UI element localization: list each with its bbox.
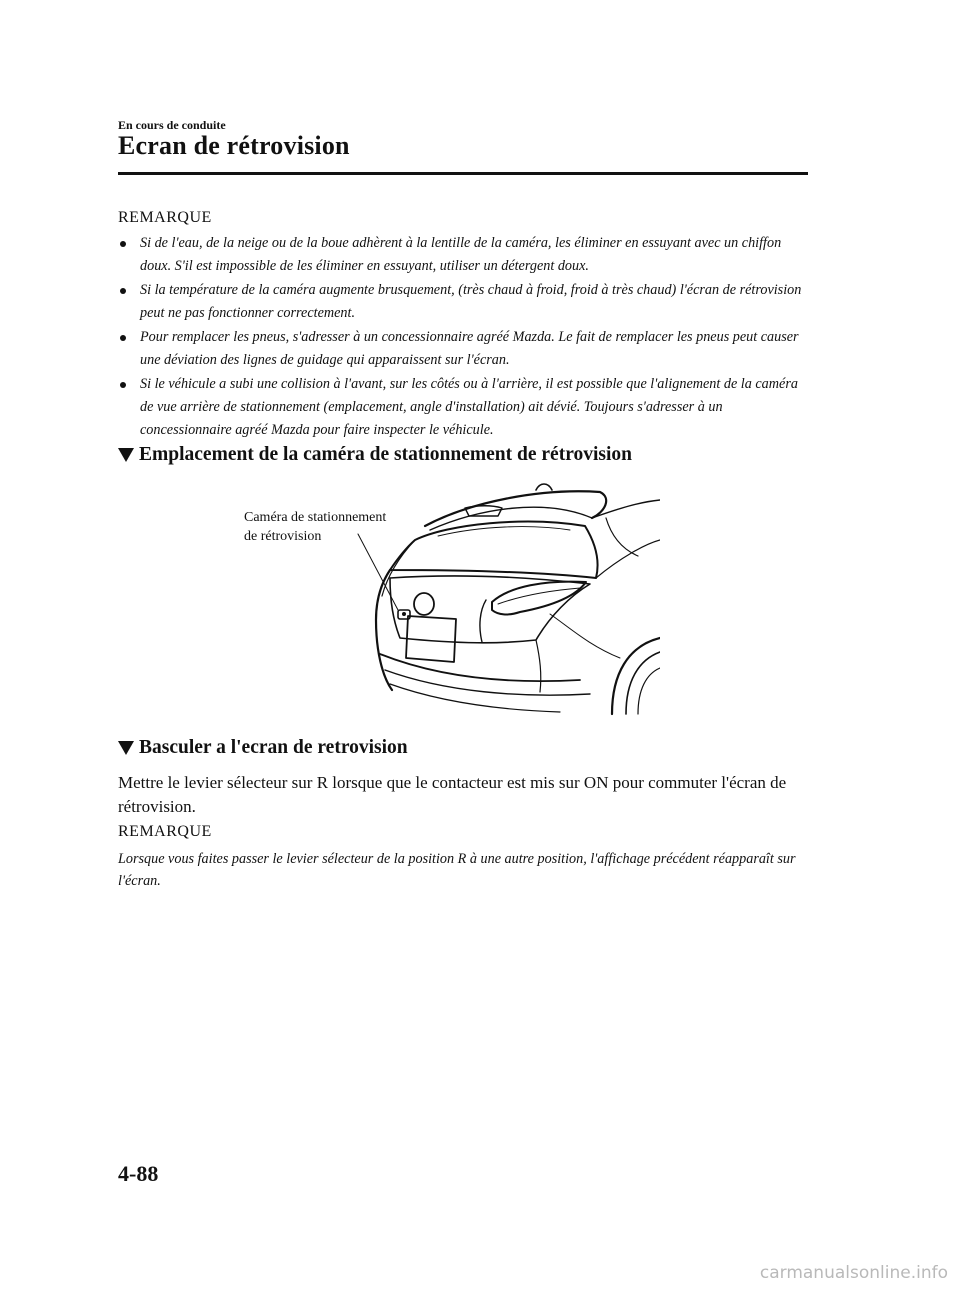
bullet-dot-icon <box>120 288 126 294</box>
figure-callout-line: de rétrovision <box>244 529 322 544</box>
section-heading-camera-location <box>118 444 632 466</box>
note-label: REMARQUE <box>118 209 212 226</box>
page-number: 4-88 <box>118 1161 159 1186</box>
chapter-label: En cours de conduite <box>118 118 226 132</box>
section-heading-text: Basculer a l'ecran de retrovision <box>139 737 408 758</box>
page-title: Ecran de rétrovision <box>118 131 350 160</box>
triangle-marker-icon <box>118 448 134 462</box>
note-bullet-item <box>118 232 812 278</box>
note-bullet-list <box>118 232 812 443</box>
figure-callout-label <box>244 508 424 546</box>
section-body-text: Mettre le levier sélecteur sur R lorsque que le contacteur est mis sur ON pour commuter l'écran de rétrovision. <box>118 773 787 816</box>
note-text: Lorsque vous faites passer le levier sélecteur de la position R à une autre position, l'affichage précédent réapparaît sur l'écran. <box>118 851 796 889</box>
note-bullet-item <box>118 373 812 442</box>
triangle-marker-icon <box>118 741 134 755</box>
watermark: carmanualsonline.info <box>759 1263 948 1283</box>
note-bullet-text: Si la température de la caméra augmente brusquement, (très chaud à froid, froid à très chaud) l'écran de rétrovision peut ne pas fonctionner correctement. <box>140 282 802 321</box>
bullet-dot-icon <box>120 241 126 247</box>
note-bullet-text: Si de l'eau, de la neige ou de la boue adhèrent à la lentille de la caméra, les éliminer en essuyant avec un chiffon doux. S'il est impossible de les éliminer en essuyant, utiliser un détergent doux. <box>140 235 782 274</box>
bullet-dot-icon <box>120 382 126 388</box>
note-bullet-item <box>118 326 812 372</box>
section-heading-text: Emplacement de la caméra de stationnement de rétrovision <box>139 444 633 465</box>
section-heading-switch-screen <box>118 737 408 759</box>
note-label: REMARQUE <box>118 823 212 840</box>
figure-callout-line: Caméra de stationnement <box>244 510 387 525</box>
note-bullet-text: Pour remplacer les pneus, s'adresser à un concessionnaire agréé Mazda. Le fait de remplacer les pneus peut causer une déviation des lignes de guidage qui apparaissent sur l'écran. <box>140 329 799 368</box>
note-bullet-item <box>118 279 812 325</box>
bullet-dot-icon <box>120 335 126 341</box>
note-bullet-text: Si le véhicule a subi une collision à l'avant, sur les côtés ou à l'arrière, il est possible que l'alignement de la caméra de vue arrière de stationnement (emplacement, angle d'installation) ait dévié. Toujours s'adresser à un concessionnaire agréé Mazda pour faire inspecter le véhicule. <box>140 376 798 438</box>
title-rule <box>118 172 808 175</box>
